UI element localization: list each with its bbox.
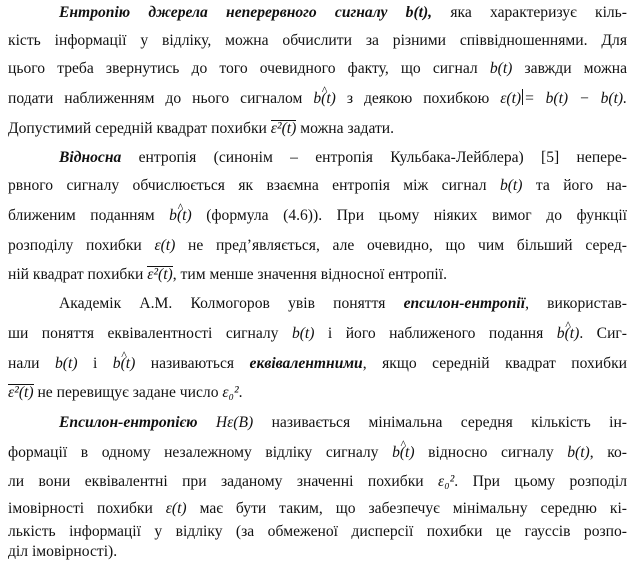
p2-line-3: ближеним поданням ^ b(t) (формула (4.6)). При цьому ніяких вимог до функції [8, 205, 627, 227]
p4-line-5: лькість інформації у відліку (за обмеженої дисперсії похибки це гауссів розпо- [8, 523, 627, 540]
p3-line-2: ши поняття еквівалентності сигналу b(t) і його наближеного подання ^ b(t). Сиг- [8, 323, 627, 345]
p2-line-1: Відносна ентропія (синонім – ентропія Кульбака-Лейблера) [5] непере- [59, 149, 627, 166]
p1-line-2: кість інформації у відліку, можна обчислити за різними співвідношеннями. Для [8, 32, 627, 49]
h-epsilon-b: Hε(B) [215, 414, 254, 431]
p1-line-1: Ентропію джерела неперервного сигналу b(t), яка характеризує кіль- [59, 4, 627, 21]
p3-line-4: ε²(t) не перевищує задане число ε₀². [8, 384, 243, 401]
error-formula: = b(t) − b(t). [524, 90, 628, 107]
p3-line-1: Академік А.М. Колмогоров увів поняття епсилон-ентропії, використав- [59, 295, 627, 312]
signal-b: b(t) [489, 60, 513, 77]
p1-line-3: цього треба звернутись до того очевидного факту, що сигнал b(t) завжди можна [8, 60, 627, 77]
epsilon-zero-squared: ε₀² [222, 384, 239, 401]
signal-b-hat: ^ b(t) [313, 88, 336, 110]
error-eps: ε(t) [500, 90, 522, 107]
p4-line-3: ли вони еквівалентні при заданому значенні похибки ε₀². При цьому розподіл [8, 473, 627, 490]
mean-square-error: ε²(t) [270, 120, 297, 137]
p4-line-1: Епсилон-ентропією Hε(B) називається мінімальна середня кількість ін- [59, 414, 627, 431]
p2-line-5: ній квадрат похибки ε²(t), тим менше значення відносної ентропії. [8, 266, 447, 283]
formula-bar [522, 89, 523, 105]
p2-line-4: розподілу похибки ε(t) не пред’являється, але очевидно, що чим більший серед- [8, 237, 627, 254]
p4-line-2: формації в одному незалежному відліку сигналу ^ b(t) відносно сигналу b(t), ко- [8, 442, 627, 464]
p2-line-2: рвного сигналу обчислюється як взаємна ентропія між сигнал b(t) та його на- [8, 177, 627, 194]
term-epsilon-entropy-def: Епсилон-ентропією [59, 414, 198, 431]
term-relative: Відносна [59, 149, 122, 166]
p3-line-3: нали b(t) і ^ b(t) називаються еквівалентними, якщо середній квадрат похибки [8, 353, 627, 375]
term-epsilon-entropy: епсилон-ентропії [403, 295, 526, 312]
p4-line-4: імовірності похибки ε(t) має бути таким, що забезпечує мінімальну середню кі- [8, 500, 627, 517]
term-source-entropy: Ентропію джерела неперервного сигналу b(t), [59, 4, 433, 21]
p1-line-4: подати наближенням до нього сигналом ^ b(t) з деякою похибкою ε(t) = b(t) − b(t). [8, 88, 627, 110]
p4-line-6: діл імовірності). [8, 543, 118, 560]
term-equivalent: еквівалентними [249, 355, 363, 372]
p1-line-5: Допустимий середній квадрат похибки ε²(t) можна задати. [8, 120, 395, 137]
